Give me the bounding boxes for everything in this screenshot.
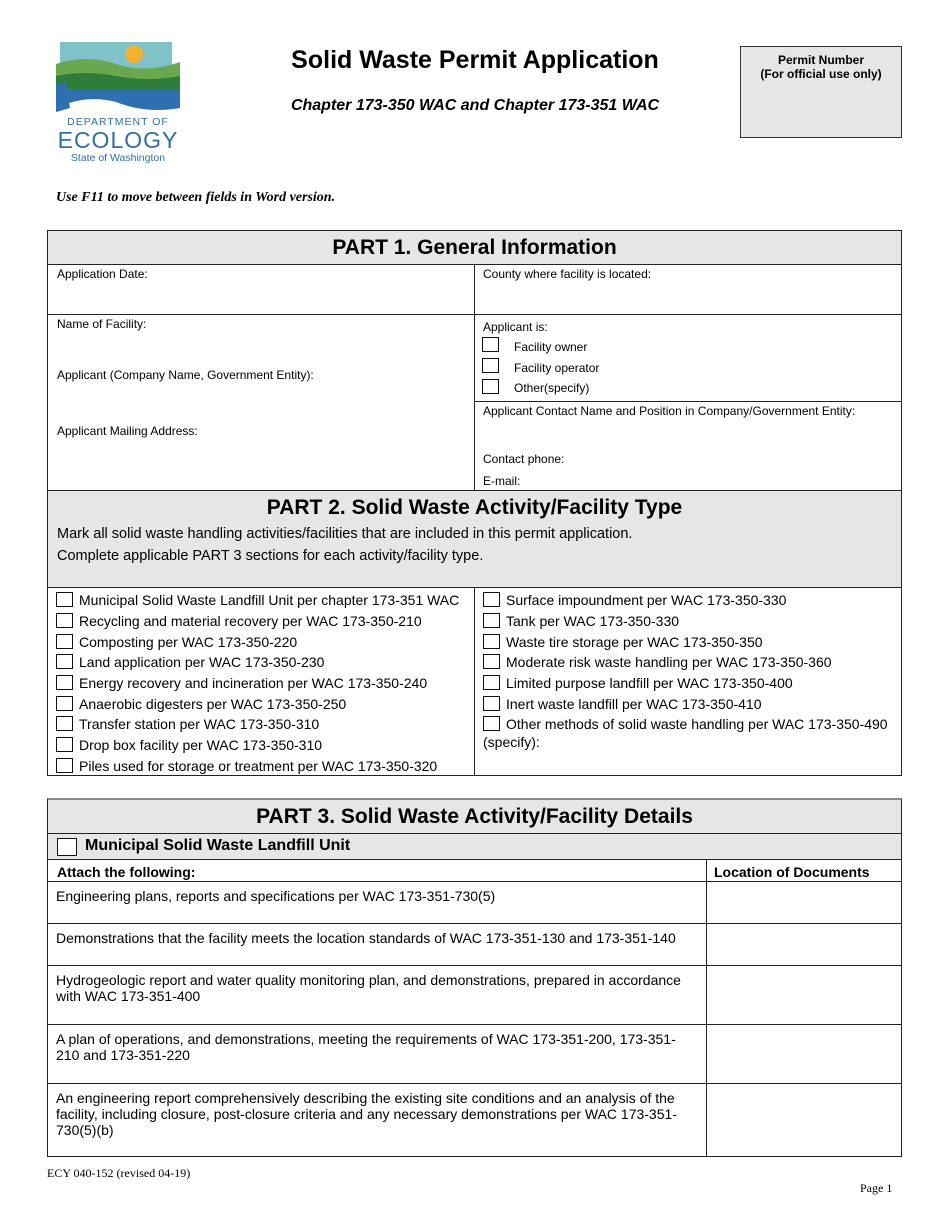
logo-line3: State of Washington [70, 152, 166, 164]
part2-header-block [48, 491, 901, 587]
checkbox[interactable] [483, 592, 500, 607]
checkbox[interactable] [56, 675, 73, 690]
requirement-row: Hydrogeologic report and water quality monitoring plan, and demonstrations, prepared in accordance with WAC 173-351-400 [56, 972, 681, 1004]
location-column-header: Location of Documents [714, 864, 870, 880]
requirement-row: Engineering plans, reports and specifications per WAC 173-351-730(5) [56, 888, 496, 904]
facility-operator-label: Facility operator [514, 361, 600, 375]
applicant-is-label: Applicant is: [483, 320, 548, 334]
part2-instruction1: Mark all solid waste handling activities/facilities that are included in this permit application. [57, 526, 633, 542]
checkbox[interactable] [56, 758, 73, 773]
part2-instruction2: Complete applicable PART 3 sections for each activity/facility type. [57, 548, 484, 564]
checkbox[interactable] [56, 613, 73, 628]
application-date-label: Application Date: [57, 267, 148, 281]
other-specify-checkbox[interactable] [482, 379, 499, 394]
activity-label: Tank per WAC 173-350-330 [506, 613, 680, 629]
logo-line1: DEPARTMENT OF [67, 116, 169, 128]
checkbox[interactable] [56, 737, 73, 752]
activity-label: Other methods of solid waste handling per WAC 173-350-490 [506, 716, 888, 732]
checkbox[interactable] [56, 654, 73, 669]
activity-label: Energy recovery and incineration per WAC 173-350-240 [79, 675, 428, 691]
activity-label: Limited purpose landfill per WAC 173-350-400 [506, 675, 793, 691]
page-number: Page 1 [860, 1181, 893, 1195]
checkbox[interactable] [483, 675, 500, 690]
activity-label: Drop box facility per WAC 173-350-310 [79, 737, 323, 753]
activity-other-specify: (specify): [483, 734, 540, 750]
applicant-label: Applicant (Company Name, Government Entity): [57, 368, 314, 382]
activity-label: Moderate risk waste handling per WAC 173-350-360 [506, 654, 832, 670]
permit-label: Permit Number [777, 53, 865, 67]
activity-label: Inert waste landfill per WAC 173-350-410 [506, 696, 762, 712]
msw-section-header [48, 834, 901, 859]
email-label: E-mail: [483, 474, 521, 488]
page-subtitle: Chapter 173-350 WAC and Chapter 173-351 WAC [290, 97, 660, 114]
requirement-row: An engineering report comprehensively describing the existing site conditions and an analysis of the facility, including closure, post-closure criteria and any necessary demonstrations per WAC 173-351-730(5)(b) [56, 1090, 677, 1138]
contact-name-label: Applicant Contact Name and Position in Company/Government Entity: [483, 404, 856, 418]
part3-table [47, 798, 902, 1157]
attach-column-header: Attach the following: [57, 864, 196, 880]
checkbox[interactable] [56, 592, 73, 607]
logo-line2: ECOLOGY [57, 127, 179, 153]
checkbox[interactable] [483, 716, 500, 731]
part2-heading: PART 2. Solid Waste Activity/Facility Type [266, 496, 683, 519]
msw-section-title: Municipal Solid Waste Landfill Unit [85, 837, 351, 854]
instruction-text: Use F11 to move between fields in Word version. [56, 190, 336, 205]
permit-number-box[interactable] [740, 46, 902, 138]
checkbox[interactable] [56, 716, 73, 731]
checkbox[interactable] [483, 613, 500, 628]
facility-owner-checkbox[interactable] [482, 337, 499, 352]
other-specify-label: Other(specify) [514, 381, 590, 395]
activity-label: Composting per WAC 173-350-220 [79, 634, 298, 650]
activity-label: Piles used for storage or treatment per WAC 173-350-320 [79, 758, 438, 774]
activity-label: Anaerobic digesters per WAC 173-350-250 [79, 696, 347, 712]
checkbox[interactable] [483, 654, 500, 669]
county-label: County where facility is located: [483, 267, 652, 281]
requirement-row: A plan of operations, and demonstrations, meeting the requirements of WAC 173-351-200, 173-351-210 and 173-351-220 [56, 1031, 676, 1063]
checkbox[interactable] [56, 696, 73, 711]
mailing-address-label: Applicant Mailing Address: [57, 424, 198, 438]
facility-name-label: Name of Facility: [57, 317, 147, 331]
activity-label: Surface impoundment per WAC 173-350-330 [506, 592, 787, 608]
checkbox[interactable] [56, 634, 73, 649]
activity-label: Recycling and material recovery per WAC 173-350-210 [79, 613, 422, 629]
activity-label: Transfer station per WAC 173-350-310 [79, 716, 320, 732]
form-id: ECY 040-152 (revised 04-19) [47, 1166, 191, 1180]
activity-label: Municipal Solid Waste Landfill Unit per chapter 173-351 WAC [79, 592, 460, 608]
part1-heading: PART 1. General Information [48, 231, 901, 264]
msw-section-checkbox[interactable] [57, 838, 77, 856]
activity-label: Land application per WAC 173-350-230 [79, 654, 325, 670]
part1-part2-table [47, 230, 902, 776]
ecology-logo [56, 42, 180, 167]
contact-phone-label: Contact phone: [483, 452, 565, 466]
ecology-logo-graphic [56, 42, 180, 122]
requirement-row: Demonstrations that the facility meets the location standards of WAC 173-351-130 and 173-351-140 [56, 930, 676, 946]
checkbox[interactable] [483, 696, 500, 711]
part3-heading: PART 3. Solid Waste Activity/Facility Details [48, 800, 901, 833]
facility-owner-label: Facility owner [514, 340, 588, 354]
permit-note: (For official use only) [760, 67, 882, 81]
page-title: Solid Waste Permit Application [291, 46, 659, 74]
checkbox[interactable] [483, 634, 500, 649]
facility-operator-checkbox[interactable] [482, 358, 499, 373]
activity-label: Waste tire storage per WAC 173-350-350 [506, 634, 763, 650]
